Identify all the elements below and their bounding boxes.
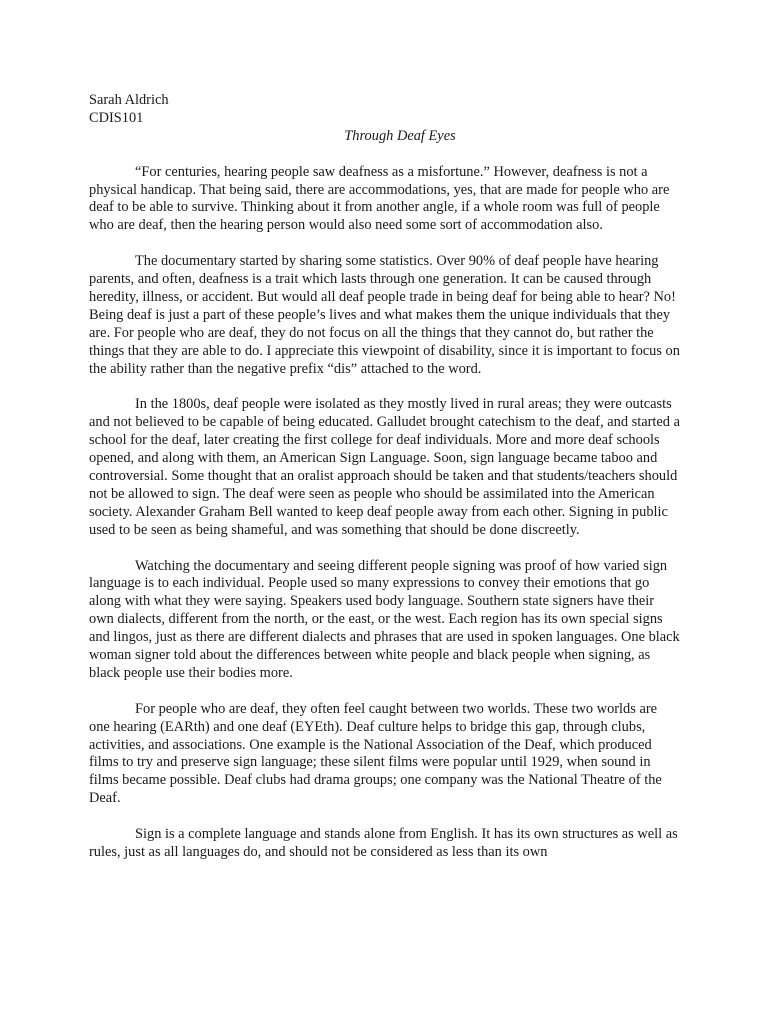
document-title: Through Deaf Eyes [344, 127, 456, 144]
paragraph-5: For people who are deaf, they often feel caught between two worlds. These two worlds are one hearing (EARth) and one deaf (EYEth). Deaf culture helps to bridge this gap, through clubs, activities, and associations. One example is the National Association of the Deaf, which produced films to try and preserve sign language; these silent films were popular until 1929, when sound in films became possible. Deaf clubs had drama groups; one company was the National Theatre of the Deaf. [89, 700, 662, 807]
document-body [89, 92, 681, 880]
paragraph-3: In the 1800s, deaf people were isolated as they mostly lived in rural areas; they were outcasts and not believed to be capable of being educated. Galludet brought catechism to the deaf, and started a school for the deaf, later creating the first college for deaf individuals. More and more deaf schools opened, and along with them, an American Sign Language. Soon, sign language became taboo and controversial. Some thought that an oralist approach should be taken and that students/teachers should not be allowed to sign. The deaf were seen as people who should be assimilated into the American society. Alexander Graham Bell wanted to keep deaf people away from each other. Signing in public used to be seen as being shameful, and was something that should be done discreetly. [89, 396, 680, 538]
author-name: Sarah Aldrich [89, 92, 169, 108]
course-code: CDIS101 [89, 109, 144, 126]
paragraph-4: Watching the documentary and seeing different people signing was proof of how varied sign language is to each individual. People used so many expressions to convey their emotions that go along with what they were saying. Speakers used body language. Southern state signers have their own dialects, different from the north, or the east, or the west. Each region has its own special signs and lingos, just as there are different dialects and phrases that are used in spoken languages. One black woman signer told about the differences between white people and black people when signing, as black people use their bodies more. [89, 557, 680, 681]
paragraph-2: The documentary started by sharing some statistics. Over 90% of deaf people have hearing parents, and often, deafness is a trait which lasts through one generation. It can be caused through heredity, illness, or accident. But would all deaf people trade in being deaf for being able to hear? No! Being deaf is just a part of these people’s lives and what makes them the unique individuals that they are. For people who are deaf, they do not focus on all the things that they cannot do, but rather the things that they are able to do. I appreciate this viewpoint of disability, since it is important to focus on the ability rather than the negative prefix “dis” attached to the word. [89, 253, 680, 377]
paragraph-1: “For centuries, hearing people saw deafness as a misfortune.” However, deafness is not a physical handicap. That being said, there are accommodations, yes, that are made for people who are deaf to be able to survive. Thinking about it from another angle, if a whole room was full of people who are deaf, then the hearing person would also need some sort of accommodation also. [89, 163, 670, 234]
paragraph-6: Sign is a complete language and stands alone from English. It has its own structures as well as rules, just as all languages do, and should not be considered as less than its own [89, 826, 678, 860]
